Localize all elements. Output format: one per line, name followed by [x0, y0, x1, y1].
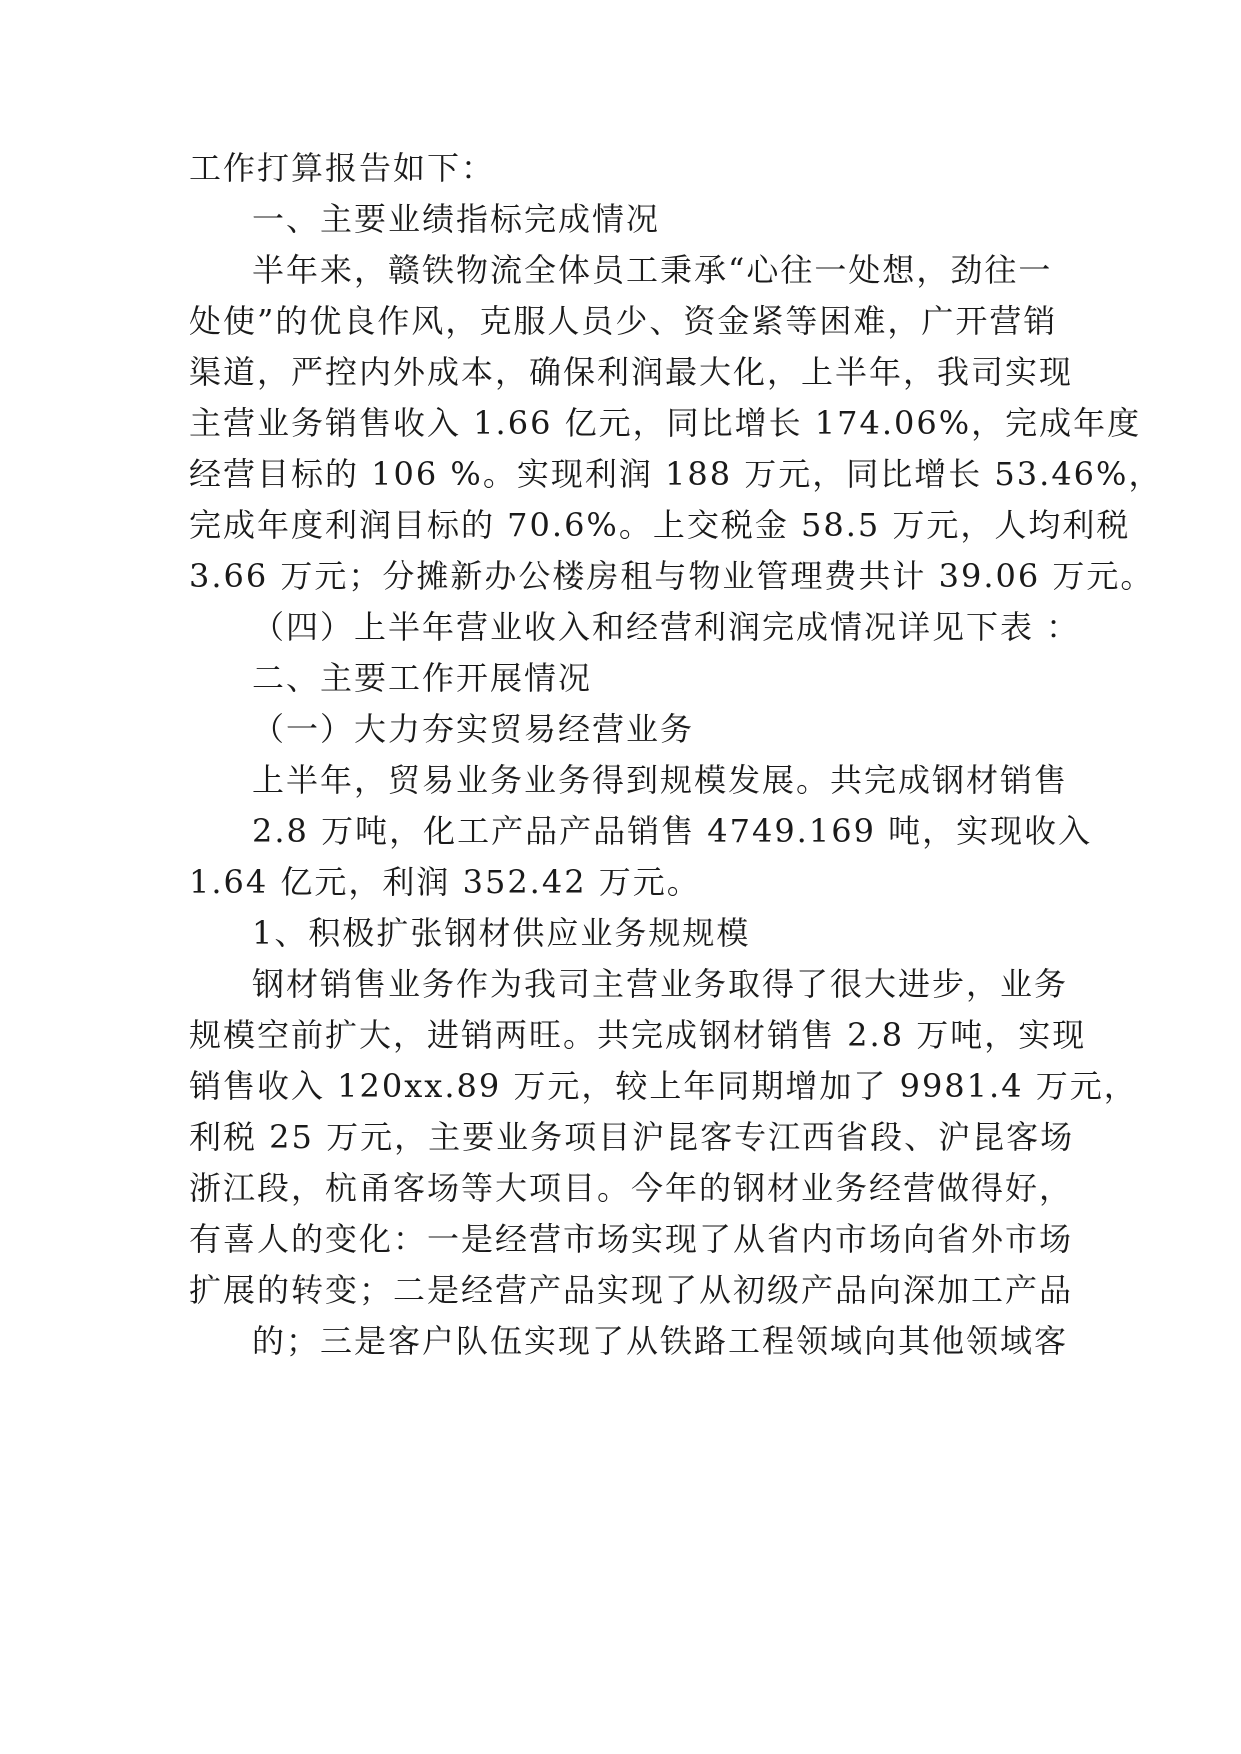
text-line: 有喜人的变化：一是经营市场实现了从省内市场向省外市场 — [189, 1220, 1074, 1258]
text-line: 扩展的转变；二是经营产品实现了从初级产品向深加工产品 — [189, 1271, 1074, 1309]
text-line: 的；三是客户队伍实现了从铁路工程领域向其他领域客 — [252, 1322, 1069, 1360]
subsection-heading: （一）大力夯实贸易经营业务 — [252, 710, 695, 748]
text-line: 销售收入 120xx.89 万元，较上年同期增加了 9981.4 万元， — [189, 1067, 1138, 1105]
text-line: （四）上半年营业收入和经营利润完成情况详见下表 ： — [252, 608, 1081, 646]
text-line: 利税 25 万元，主要业务项目沪昆客专江西省段、沪昆客场 — [189, 1118, 1075, 1156]
section-heading: 二、主要工作开展情况 — [252, 659, 593, 697]
text-line: 工作打算报告如下： — [189, 149, 496, 187]
text-line: 完成年度利润目标的 70.6%。上交税金 58.5 万元，人均利税 — [189, 506, 1131, 544]
text-line: 处使”的优良作风，克服人员少、资金紧等困难，广开营销 — [189, 302, 1058, 340]
text-line: 3.66 万元；分摊新办公楼房租与物业管理费共计 39.06 万元。 — [189, 557, 1155, 595]
text-line: 渠道，严控内外成本，确保利润最大化，上半年，我司实现 — [189, 353, 1074, 391]
text-line: 规模空前扩大，进销两旺。共完成钢材销售 2.8 万吨，实现 — [189, 1016, 1087, 1054]
text-line: 经营目标的 106 %。实现利润 188 万元，同比增长 53.46%， — [189, 455, 1163, 493]
subsection-heading: 1、积极扩张钢材供应业务规规模 — [252, 914, 751, 952]
text-line: 1.64 亿元，利润 352.42 万元。 — [189, 863, 701, 901]
text-line: 半年来，赣铁物流全体员工秉承“心往一处想，劲往一 — [252, 251, 1053, 289]
text-line: 钢材销售业务作为我司主营业务取得了很大进步，业务 — [252, 965, 1069, 1003]
text-line: 浙江段，杭甬客场等大项目。今年的钢材业务经营做得好， — [189, 1169, 1074, 1207]
text-line: 2.8 万吨，化工产品产品销售 4749.169 吨，实现收入 — [252, 812, 1093, 850]
text-line: 上半年，贸易业务业务得到规模发展。共完成钢材销售 — [252, 761, 1069, 799]
text-line: 主营业务销售收入 1.66 亿元，同比增长 174.06%，完成年度 — [189, 404, 1142, 442]
section-heading: 一、主要业绩指标完成情况 — [252, 200, 661, 238]
